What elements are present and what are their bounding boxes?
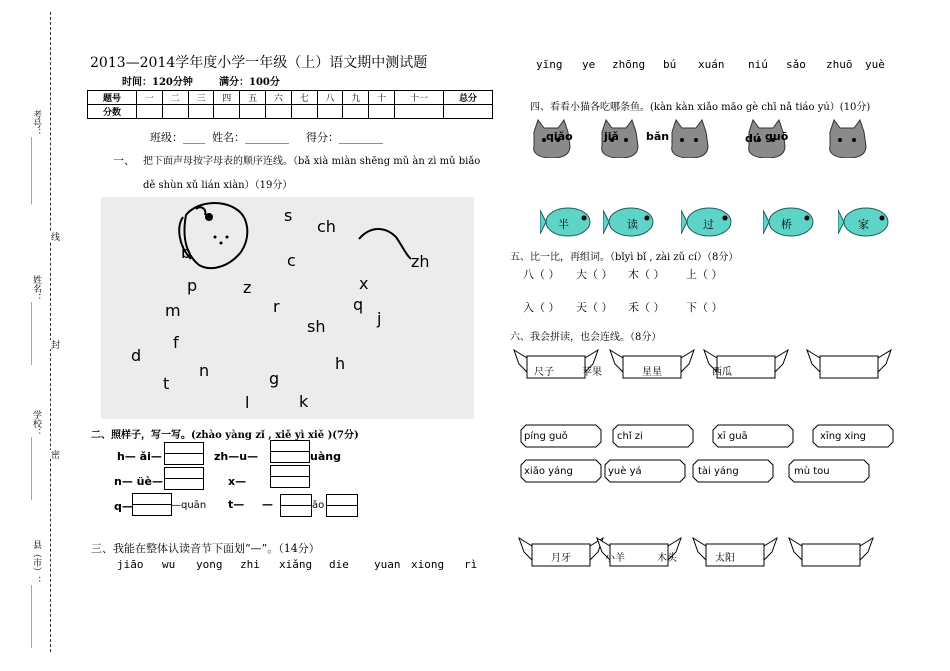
name-field: 姓名：______________	[31, 275, 41, 365]
letter-dot: f	[173, 333, 179, 352]
syllable[interactable]: yīng	[536, 58, 563, 71]
fish-character: 读	[627, 218, 638, 231]
writing-box[interactable]	[326, 494, 358, 517]
score-cell[interactable]	[369, 105, 395, 119]
word-ribbon[interactable]	[692, 536, 778, 568]
letter-dot: b	[181, 243, 192, 262]
score-table-cell: 三	[188, 91, 214, 105]
score-table-cell: 题号	[88, 91, 137, 105]
letter-dot: sh	[307, 317, 326, 336]
class-field[interactable]: 班级：____	[150, 131, 205, 144]
score-cell[interactable]	[443, 105, 492, 119]
q1-number: 一、	[113, 154, 135, 167]
q2-item: q—	[114, 500, 133, 513]
letter-dot: x	[359, 274, 369, 293]
syllable[interactable]: xiǎng	[279, 558, 313, 571]
score-cell[interactable]	[343, 105, 369, 119]
letter-dot: k	[299, 392, 309, 411]
writing-box[interactable]	[164, 442, 204, 465]
cat-card[interactable]	[530, 118, 576, 158]
fish-card[interactable]	[540, 202, 598, 238]
exam-time: 时间：120分钟	[122, 77, 193, 88]
cut-mark-secret: 密	[49, 450, 59, 459]
score-table	[87, 90, 493, 119]
score-table-header-row	[88, 91, 493, 105]
county-field: 县（市）：______________	[31, 540, 41, 648]
score-table-cell: 八	[317, 91, 343, 105]
syllable[interactable]: wu	[162, 558, 176, 571]
cat-icon	[668, 118, 714, 158]
score-cell[interactable]	[162, 105, 188, 119]
tag-pinyin: xīng xing	[820, 431, 866, 442]
syllable[interactable]: bú	[663, 58, 677, 71]
letter-dot: z	[243, 278, 252, 297]
word-blank[interactable]: 木（ ）	[628, 268, 665, 281]
score-cell[interactable]	[240, 105, 266, 119]
fish-character: 过	[703, 218, 714, 231]
score-cell[interactable]	[214, 105, 240, 119]
ribbon-label: 尺子	[534, 367, 554, 378]
letter-dot: h	[335, 354, 346, 373]
fish-character: 桥	[781, 218, 792, 231]
cat-pinyin: dú	[745, 132, 761, 145]
letter-dot: q	[353, 295, 364, 314]
pinyin-tag[interactable]	[788, 459, 870, 483]
score-table-cell: 四	[214, 91, 240, 105]
fish-character: 半	[558, 218, 569, 231]
q2-item: zh—u—	[214, 450, 259, 463]
fish-card[interactable]	[603, 202, 661, 238]
syllable[interactable]: sǎo	[786, 58, 806, 71]
q4-instruction: 四、看看小猫各吃哪条鱼。(kàn kàn xiǎo māo gè chī nǎ tiáo yú）(10分)	[530, 102, 871, 113]
word-ribbon[interactable]	[703, 348, 789, 380]
student-score-field[interactable]: 得分：________	[306, 131, 383, 144]
score-table-cell: 九	[343, 91, 369, 105]
syllable[interactable]: xuán	[698, 58, 725, 71]
writing-box[interactable]	[164, 467, 204, 490]
ribbon-label: 月牙	[551, 553, 571, 564]
score-cell[interactable]	[136, 105, 162, 119]
score-table-cell: 二	[162, 91, 188, 105]
tag-pinyin: tài yáng	[698, 466, 739, 477]
writing-box[interactable]	[132, 493, 172, 516]
word-blank[interactable]: 八（ ）	[523, 268, 560, 281]
letter-dot: s	[284, 206, 293, 225]
syllable[interactable]: zhuō	[826, 58, 853, 71]
word-blank[interactable]: 上（ ）	[686, 268, 723, 281]
q2-item: t—	[228, 498, 245, 511]
syllable[interactable]: rì	[464, 558, 478, 571]
syllable[interactable]: die	[329, 558, 349, 571]
syllable[interactable]: jiāo	[117, 558, 144, 571]
word-ribbon[interactable]	[806, 348, 892, 380]
score-table-cell: 十	[369, 91, 395, 105]
q2-instruction: 二、照样子，写一写。(zhào yàng zǐ , xiě yì xiě )(7分)	[91, 430, 359, 441]
q2-item: —	[262, 498, 273, 511]
letter-dot: c	[287, 251, 296, 270]
fish-card[interactable]	[763, 202, 821, 238]
fish-card[interactable]	[681, 202, 739, 238]
q2-item: x—	[228, 475, 247, 488]
cut-mark-line: 线	[49, 232, 59, 241]
fish-icon	[763, 202, 821, 238]
fish-character: 家	[858, 218, 869, 231]
writing-box[interactable]	[280, 494, 312, 517]
letter-dot: j	[377, 309, 382, 328]
score-cell[interactable]	[317, 105, 343, 119]
letter-dot: ch	[317, 217, 336, 236]
ribbon-label: 小羊	[605, 553, 625, 564]
score-table-cell: 六	[265, 91, 291, 105]
score-cell[interactable]	[394, 105, 443, 119]
score-table-score-row	[88, 105, 493, 119]
fish-icon	[540, 202, 598, 238]
word-blank[interactable]: 禾（ ）	[628, 301, 665, 314]
ribbon-label: 木头	[657, 553, 677, 564]
syllable[interactable]: yuan	[374, 558, 401, 571]
mouse-outline-drawing	[101, 197, 474, 419]
q2-item: h— ǎi—	[117, 450, 162, 463]
binding-line	[50, 12, 51, 652]
tag-pinyin: mù tou	[794, 466, 830, 477]
word-blank[interactable]: 入（ ）	[523, 301, 560, 314]
cat-pinyin: qiǎo	[546, 130, 573, 143]
fish-card[interactable]	[838, 202, 896, 238]
writing-box[interactable]	[270, 440, 310, 463]
syllable[interactable]: yong	[196, 558, 223, 571]
cat-pinyin: jiǎ	[604, 130, 619, 143]
q2-item: uàng	[310, 450, 341, 463]
tag-pinyin: yuè yá	[608, 466, 642, 477]
score-table-cell: 七	[291, 91, 317, 105]
score-table-cell: 五	[240, 91, 266, 105]
q5-instruction: 五、比一比，再组词。（bǐyì bǐ , zài zǔ cí）（8分）	[510, 252, 739, 263]
cat-card[interactable]	[826, 118, 872, 158]
q2-item: ǎo	[312, 500, 325, 511]
page-title: 2013—2014学年度小学一年级（上）语文期中测试题	[90, 55, 428, 71]
dot-to-dot-picture	[101, 197, 474, 419]
exam-number-field: 考号：_______________	[31, 110, 41, 205]
score-table-cell: 总分	[443, 91, 492, 105]
school-field: 学校：______________	[31, 410, 41, 500]
cat-card[interactable]	[646, 118, 714, 158]
letter-dot: p	[187, 276, 198, 295]
word-ribbon[interactable]	[788, 536, 874, 568]
syllable[interactable]: niú	[748, 58, 768, 71]
score-table-cell: 十一	[394, 91, 443, 105]
exam-full-score: 满分：100分	[219, 77, 280, 88]
pinyin-tag[interactable]	[520, 459, 602, 483]
cat-card[interactable]	[598, 118, 644, 158]
cat-icon	[826, 118, 872, 158]
cat-pinyin: bǎn	[646, 130, 670, 143]
tag-pinyin: píng guǒ	[524, 431, 568, 442]
letter-dot: t	[163, 374, 170, 393]
letter-dot: g	[269, 369, 280, 388]
q3-instruction: 三、我能在整体认读音节下面划“—”。（14分）	[91, 542, 320, 555]
syllable[interactable]: yuè	[865, 58, 885, 71]
score-table-cell: 分数	[88, 105, 137, 119]
cat-card[interactable]	[745, 118, 791, 158]
score-cell[interactable]	[291, 105, 317, 119]
syllable[interactable]: zhi	[240, 558, 260, 571]
pinyin-tag[interactable]	[612, 424, 694, 448]
q2-item: —quān	[171, 500, 207, 511]
syllable[interactable]: zhōng	[612, 58, 646, 71]
ribbon-label: 太阳	[715, 553, 735, 564]
cut-mark-seal: 封	[49, 340, 59, 349]
ribbon-label: 西瓜	[712, 367, 732, 378]
q1-instruction-2: dě shùn xǔ lián xiàn）（19分）	[143, 180, 293, 191]
ribbon-label: 苹果	[582, 367, 602, 378]
syllable[interactable]: xiong	[411, 558, 445, 571]
letter-dot: l	[245, 393, 250, 412]
pinyin-tag[interactable]	[812, 424, 894, 448]
letter-dot: r	[273, 297, 280, 316]
tag-pinyin: xī guā	[717, 431, 748, 442]
tag-pinyin: xiǎo yáng	[524, 466, 573, 477]
letter-dot: n	[199, 361, 210, 380]
letter-dot: m	[165, 301, 181, 320]
word-blank[interactable]: 下（ ）	[686, 301, 723, 314]
student-name-field[interactable]: 姓名：________	[212, 131, 289, 144]
pinyin-tag[interactable]	[692, 459, 774, 483]
ribbon-label: 星星	[642, 367, 662, 378]
word-blank[interactable]: 大（ ）	[576, 268, 613, 281]
score-cell[interactable]	[265, 105, 291, 119]
pinyin-tag[interactable]	[604, 459, 686, 483]
ribbon-shape	[806, 348, 892, 380]
cat-pinyin: guō	[765, 130, 789, 143]
syllable[interactable]: ye	[582, 58, 596, 71]
ribbon-shape	[788, 536, 874, 568]
pinyin-tag[interactable]	[712, 424, 794, 448]
word-ribbon[interactable]	[596, 536, 682, 568]
letter-dot: zh	[411, 252, 430, 271]
q1-instruction: 把下面声母按字母表的顺序连线。（bǎ xià miàn shēng mǔ àn zì mǔ biǎo	[143, 156, 481, 167]
score-cell[interactable]	[188, 105, 214, 119]
q2-item: n— üè—	[114, 475, 163, 488]
q6-instruction: 六、我会拼读，也会连线。（8分）	[510, 332, 662, 343]
letter-dot: d	[131, 346, 142, 365]
writing-box[interactable]	[270, 465, 310, 488]
word-ribbon[interactable]	[513, 348, 602, 380]
word-blank[interactable]: 天（ ）	[576, 301, 613, 314]
tag-pinyin: chǐ zi	[617, 431, 643, 442]
score-table-cell: 一	[136, 91, 162, 105]
pinyin-tag[interactable]	[520, 424, 602, 448]
